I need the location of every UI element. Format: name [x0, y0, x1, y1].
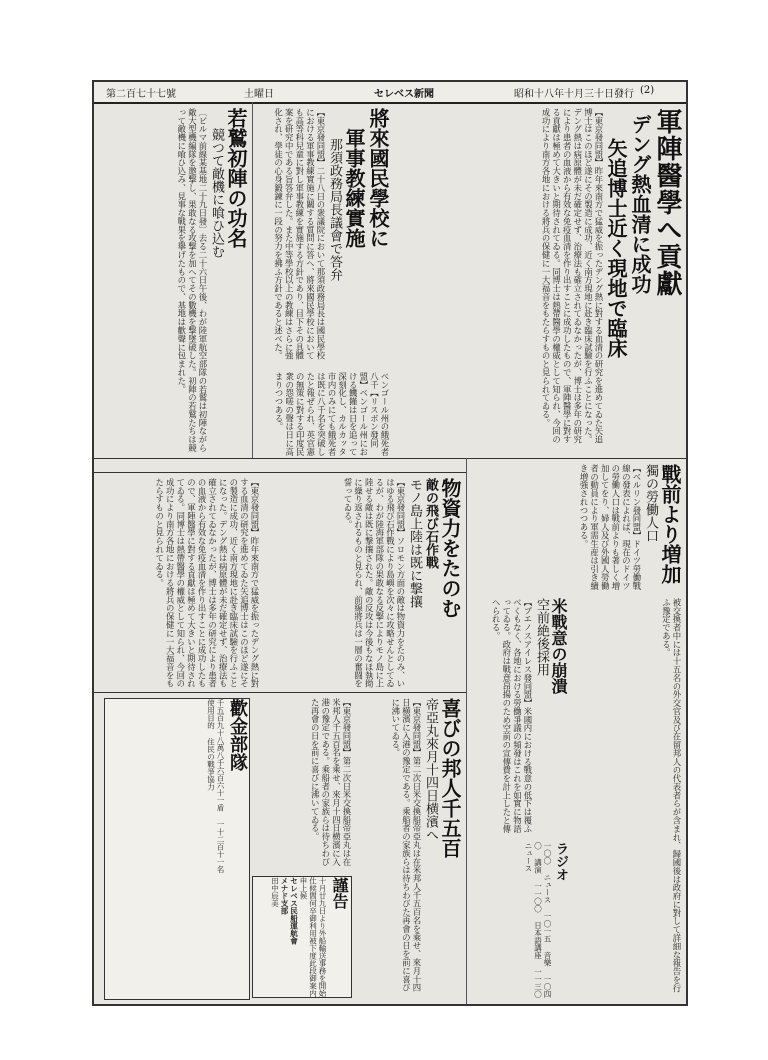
notice-branch: メナド支部: [280, 877, 289, 915]
body-joy: 【東京發同盟】第二次日米交換船帝亞丸は在米邦人千五百名を乘せ、來月十四日横濱に入港の豫定である。乘船者の家族らは待ちわびた再會の日を前に喜びに沸いてゐる。: [390, 698, 422, 992]
article-continued: [100, 478, 260, 688]
subhead-local: 競つて敵機に喰ひ込む: [209, 128, 224, 258]
body-medicine-continued: 【東京發同盟】昨年來南方で猛威を振ったデング熱に對する血清の研究を進めてゐた矢追博士はこのほど遂にその製造に成功、近く南方現地に赴き臨床試驗を行ふことになった。デング熱は病原體が未だ確定せず、治療法も確立されてゐなかったが、博士は多年の研究により患者の血液から有效な免疫血清を作り出すことに成功したもので、軍陣醫學に對する貢獻は極めて大きいと期待されてゐる。同博士は熱帶醫學の權威として知られ、今回の成功により南方各地における將兵の保健に一大福音をもたらすものと見られてゐる。: [154, 478, 260, 688]
masthead: [94, 82, 686, 104]
subhead-us: 空前絶後採用: [534, 598, 549, 676]
headline-military: 將來國民學校に: [366, 108, 390, 248]
divider-col-upper: [252, 102, 253, 458]
headline-us: 米戰意の崩潰: [549, 598, 568, 694]
body-local: 〔ビルマ前線某基地二十九日發〕去る二十六日午後、わが陸軍航空部隊の若鷲は初陣ながら敵大型機編隊を邀撃し、果敢なる攻撃を加へてその數機を撃墜破した。初陣の若鷲たちは競って敵機に喰ひ込み、見事な戰果を擧げたもので、基地は歡聲に包まれた。: [176, 108, 208, 452]
article-military: [256, 108, 390, 368]
article-joy: [356, 698, 462, 998]
article-us: [472, 598, 568, 838]
divider-middle: [94, 472, 466, 473]
article-joy-continued: [252, 698, 352, 872]
subhead-materials-2: モノ島上陸は既に撃攘: [407, 478, 422, 608]
divider-upper: [94, 458, 686, 459]
body-labor: 【ベルリン發同盟】ドイツ勞働戰線の發表によれば、現在のドイツの勞働人口は戰前よりも著しく増加してをり、婦人及び外國人勞働者の動員により軍需生産は引き續き増強されつつある。: [579, 464, 642, 590]
date-line: 昭和十八年十月三十日發行: [514, 89, 634, 100]
body-joy-continued: 【東京發同盟】第二次日米交換船帝亞丸は在米邦人千五百名を乘せ、來月十四日横濱に入港の豫定である。乘船者の家族らは待ちわびた再會の日を前に喜びに沸いてゐる。: [310, 698, 352, 866]
body-bengal: ベンゴール州の餓死者八千【リスボン發同盟】ベンゴール州における饑饉は日を追って深刻化し、カルカッタ市内のみにても餓死者は既に八千名を突破したと報ぜられ、英官憲の無策に對する印度民衆の怨嗟の聲は日に高まりつつある。: [274, 372, 390, 456]
paper-name: セレベス新聞: [374, 89, 434, 100]
subhead-medicine-2: 矢追博士近く現地で臨床: [604, 138, 628, 358]
headline-materials: 物資力をたのむ: [438, 478, 462, 618]
body-medicine: 【東京發同盟】昨年來南方で猛威を振ったデング熱に對する血清の研究を進めてゐた矢追博士はこのほど遂にその製造に成功、近く南方現地に赴き臨床試驗を行ふことになった。デング熱は病原體が未だ確定せず、治療法も確立されてゐなかったが、博士は多年の研究により患者の血液から有效な免疫血清を作り出すことに成功したもので、軍陣醫學に對する貢獻は極めて大きいと期待されてゐる。同博士は熱帶醫學の權威として知られ、今回の成功により南方各地における將兵の保健に一大福音をもたらすものと見られてゐる。: [541, 108, 604, 444]
newspaper-page: [92, 80, 688, 1006]
notice-company: セレベス民船運航會: [289, 877, 299, 945]
notice-title: 謹告: [330, 877, 349, 909]
subhead-labor: 獨の勞働人口: [643, 464, 658, 542]
headline-radio: ラジオ: [553, 842, 568, 881]
article-labor: [472, 464, 682, 594]
headline-medicine: 軍陣醫學へ貢獻: [652, 108, 682, 297]
body-radio: 一〇〇 ニュース 一〇一五 音樂 一〇四〇 講演 一一〇〇 日本語講座 一一三〇 ニュース: [524, 842, 552, 998]
subhead-joy: 帝亞丸來月十四日横濱へ: [423, 698, 438, 841]
weekday: 土曜日: [244, 89, 274, 100]
notice-body: 十月廿九日より外船輸送事務を開始仕候間何卒御利用被下度此段御案内申上候: [299, 877, 327, 997]
article-radio: [472, 842, 568, 998]
notice-person: 田中辰美: [270, 877, 280, 907]
subhead-military: 軍事教練實施: [342, 128, 366, 248]
article-materials: [264, 478, 462, 688]
ad-box: [104, 698, 250, 1000]
headline-joy: 喜びの邦人千五百: [438, 698, 462, 858]
ad-body: 千五百九十八萬八千六百六十一盾 一十二百十一名: [216, 699, 225, 873]
body-military: 【東京發同盟】二十八日の衆議院において那須政務局長は國民學校における軍事教練實施に關する質問に答へ、將來國民學校においても高等科兒童に對し軍事教練を實施する方針であり、目下その具體案を研究中である旨答弁した。また中等學校以上の教練はさらに強化され、學徒の心身鍛錬に一段の努力を拂ふ方針であると述べた。: [273, 108, 326, 360]
page-number: (2): [640, 85, 655, 96]
notice-box: [252, 876, 352, 998]
article-bengal: [256, 372, 390, 456]
ad-title: 歡金部隊: [227, 699, 248, 771]
headline-labor: 戰前より増加: [658, 464, 682, 584]
subhead-medicine: デング熱血清に成功: [628, 114, 652, 294]
divider-lower: [94, 692, 466, 693]
article-right: [572, 598, 682, 998]
article-medicine: [394, 108, 682, 454]
subhead-military-2: 那須政務局長議會で答弁: [327, 138, 342, 281]
subhead-materials: 敵の飛び石作戰: [423, 478, 438, 569]
divider-vertical: [466, 458, 467, 1004]
headline-local: 若鷲初陣の功名: [224, 108, 248, 248]
issue-number: 第二百七十七號: [106, 89, 176, 100]
body-right: 被交換者中には十五名の外交官及び在留邦人の代表者らが含まれ、歸國後は政府に對して詳細な報告を行ふ豫定である。: [661, 598, 682, 993]
body-us: 【ブエノスアイレス發同盟】米國内における戰意の低下は覆ふべくもなく、各地における勞働爭議の頻發はこれを如實に物語ってゐる。政府は戰意昂揚のため空前の宣傳費を計上したと傳へられる。: [491, 598, 533, 833]
body-materials: 【東京發同盟】ソロモン方面の敵は物資力をたのみ、いはゆる飛び石作戰により島嶼を次々に攻略せんとしてゐるが、わが陸海軍部隊の果敢なる反撃によりモノ島に上陸せる敵は既に撃攘された。敵の反攻は今後もなほ執拗に繰り返されるものと見られ、前線將兵は一層の奮闘を誓ってゐる。: [343, 478, 406, 688]
ad-footer: 使用目的 住民の戰爭協力: [206, 699, 216, 791]
article-local: [100, 108, 248, 454]
